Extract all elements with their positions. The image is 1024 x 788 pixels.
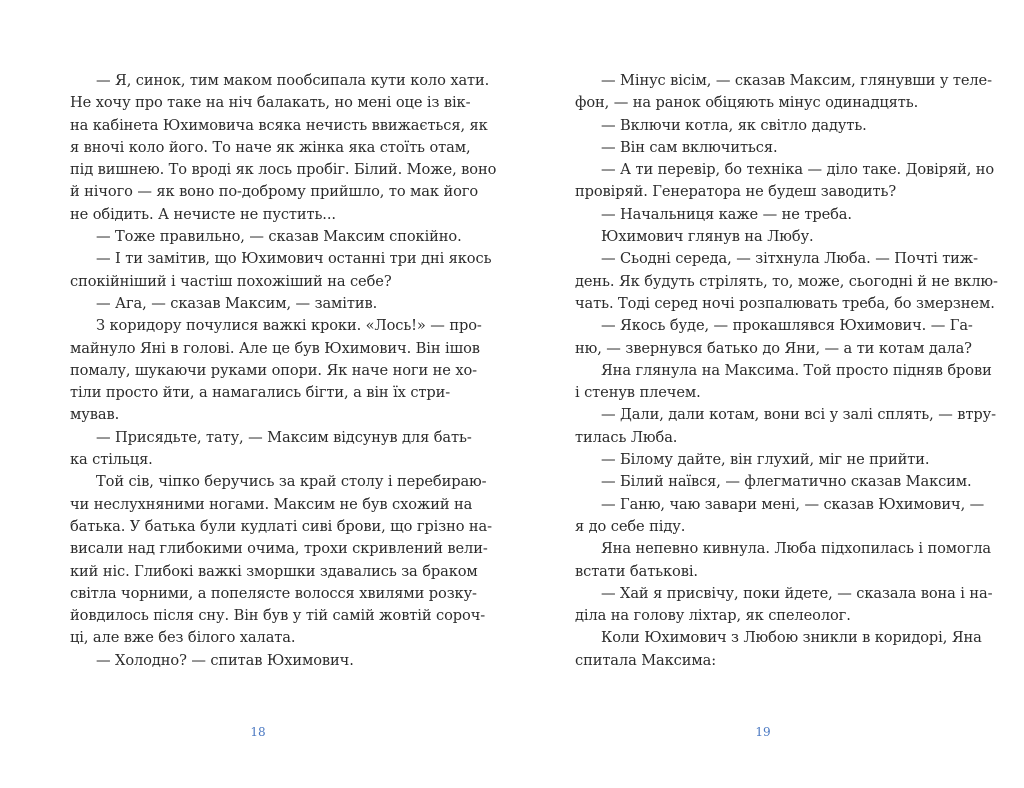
text-line: — Начальниця каже — не треба. <box>601 205 852 223</box>
text-line: спитала Максима: <box>575 651 717 669</box>
text-line: ню, — звернувся батько до Яни, — а ти котам дала? <box>575 339 972 357</box>
text-line: — А ти перевір, бо техніка — діло таке. Довіряй, но <box>601 161 995 179</box>
text-line: — Мінус вісім, — сказав Максим, глянувши у теле- <box>601 72 992 89</box>
text-line: майнуло Яні в голові. Але це був Юхимович. Він ішов <box>70 339 480 357</box>
text-line: діла на голову ліхтар, як спелеолог. <box>575 607 851 625</box>
text-line: З коридору почулися важкі кроки. «Лось!» — про- <box>96 317 482 335</box>
text-line: чать. Тоді серед ночі розпалювать треба, бо змерзнем. <box>575 294 995 312</box>
text-line: — І ти замітив, що Юхимович останні три дні якось <box>96 250 492 268</box>
text-line: — Хай я присвічу, поки йдете, — сказала вона і на- <box>601 584 993 602</box>
text-line: Коли Юхимович з Любою зникли в коридорі, Яна <box>601 629 982 647</box>
text-line: — Я, синок, тим маком пообсипала кути коло хати. <box>96 72 490 89</box>
text-line: не обідить. А нечисте не пустить... <box>70 205 336 223</box>
text-line: під вишнею. То вроді як лось пробіг. Білий. Може, воно <box>70 161 497 179</box>
text-line: — Включи котла, як світло дадуть. <box>601 116 867 134</box>
text-line: Юхимович глянув на Любу. <box>601 228 814 246</box>
text-line: — Тоже правильно, — сказав Максим спокійно. <box>96 228 462 246</box>
text-line: йовдилось після сну. Він був у тій самій жовтій сороч- <box>70 607 486 625</box>
text-line: чи неслухняними ногами. Максим не був схожий на <box>70 495 473 513</box>
text-line: батька. У батька були кудлаті сиві брови, що грізно на- <box>70 517 492 535</box>
text-line: Той сів, чіпко беручись за край столу і перебираю- <box>96 473 487 491</box>
text-line: мував. <box>70 406 120 424</box>
text-line: світла чорними, а попелясте волосся хвилями розку- <box>70 584 477 602</box>
text-line: Не хочу про таке на ніч балакать, но мені оце із вік- <box>70 94 471 112</box>
text-line: — Білому дайте, він глухий, міг не прийти. <box>601 451 930 469</box>
text-line: Яна глянула на Максима. Той просто підняв брови <box>601 361 992 379</box>
left-page-text <box>70 70 497 672</box>
text-line: на кабінета Юхимовича всяка нечисть ввижається, як <box>70 116 488 134</box>
text-line: ці, але вже без білого халата. <box>70 629 296 647</box>
text-line: тіли просто йти, а намагались бігти, а він їх стри- <box>70 384 451 402</box>
text-line: встати батькові. <box>575 562 698 580</box>
text-line: день. Як будуть стрілять, то, може, сьогодні й не вклю- <box>575 272 998 290</box>
text-line: — Він сам включиться. <box>601 138 778 156</box>
text-line: й нічого — як воно по-доброму прийшло, то мак його <box>70 183 479 201</box>
text-line: фон, — на ранок обіцяють мінус одинадцять. <box>575 94 919 112</box>
page-number-right: 19 <box>755 725 771 739</box>
text-line: — Ага, — сказав Максим, — замітив. <box>96 294 378 312</box>
text-line: спокійніший і частіш похожіший на себе? <box>70 272 392 290</box>
text-line: — Присядьте, тату, — Максим відсунув для бать- <box>96 428 472 446</box>
text-line: — Якось буде, — прокашлявся Юхимович. — Га- <box>601 317 973 335</box>
text-line: тилась Люба. <box>575 428 678 446</box>
text-line: висали над глибокими очима, трохи скривлений вели- <box>70 540 488 558</box>
text-line: ка стільця. <box>70 451 153 469</box>
text-line: кий ніс. Глибокі важкі зморшки здавались за браком <box>70 562 478 580</box>
page-number-left: 18 <box>250 725 266 739</box>
text-line: — Дали, дали котам, вони всі у залі сплять, — втру- <box>601 406 996 424</box>
text-line: я вночі коло його. То наче як жінка яка стоїть отам, <box>70 138 471 156</box>
text-line: — Холодно? — спитав Юхимович. <box>96 651 354 669</box>
text-line: я до себе піду. <box>575 517 686 535</box>
right-page-text <box>575 70 998 672</box>
text-line: — Ганю, чаю завари мені, — сказав Юхимович, — <box>601 495 985 513</box>
text-line: — Сьодні середа, — зітхнула Люба. — Почті тиж- <box>601 250 978 268</box>
text-line: і стенув плечем. <box>575 384 701 402</box>
text-line: Яна непевно кивнула. Люба підхопилась і помогла <box>601 540 992 558</box>
text-line: помалу, шукаючи руками опори. Як наче ноги не хо- <box>70 361 477 379</box>
text-line: — Білий наївся, — флегматично сказав Максим. <box>601 473 972 491</box>
text-line: провіряй. Генератора не будеш заводить? <box>575 183 897 201</box>
